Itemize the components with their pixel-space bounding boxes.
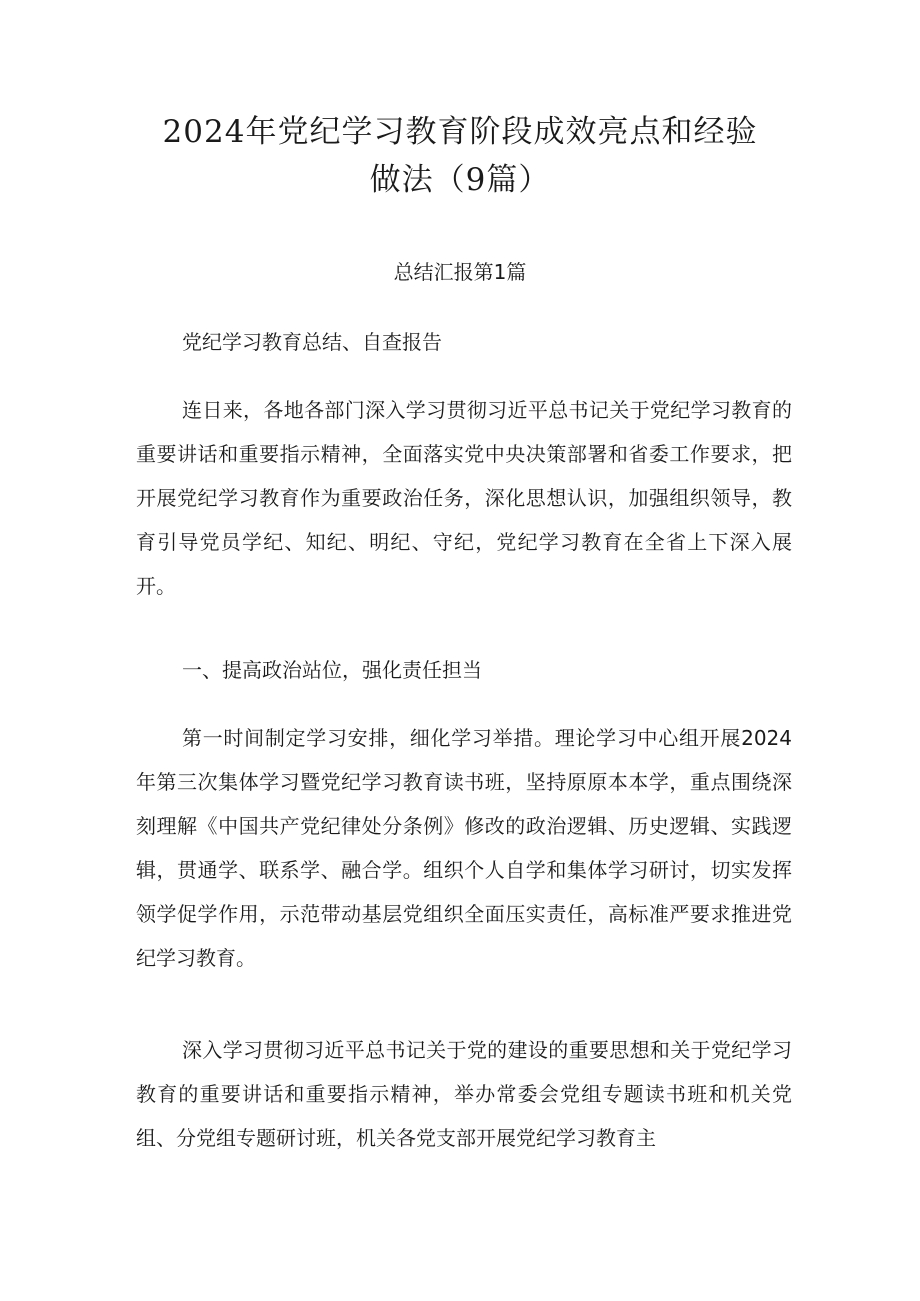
- document-subtitle: 总结汇报第1篇: [393, 260, 527, 284]
- section-heading-1: 一、提高政治站位，强化责任担当: [182, 658, 482, 682]
- title-line-1: 2024年党纪学习教育阶段成效亮点和经验: [162, 114, 758, 150]
- document-title: [0, 108, 920, 204]
- paragraph-section-1a: 第一时间制定学习安排，细化学习举措。理论学习中心组开展2024年第三次集体学习暨党纪学习教育读书班，坚持原原本本学，重点围绕深刻理解《中国共产党纪律处分条例》修改的政治逻辑、历史逻辑、实践逻辑，贯通学、联系学、融合学。组织个人自学和集体学习研讨，切实发挥领学促学作用，示范带动基层党组织全面压实责任，高标准严要求推进党纪学习教育。: [136, 726, 792, 970]
- report-heading: 党纪学习教育总结、自查报告: [182, 330, 442, 354]
- title-line-2: 做法（9篇）: [369, 162, 551, 198]
- paragraph-section-1b: 深入学习贯彻习近平总书记关于党的建设的重要思想和关于党纪学习教育的重要讲话和重要指示精神，举办常委会党组专题读书班和机关党组、分党组专题研讨班，机关各党支部开展党纪学习教育主: [136, 1038, 792, 1150]
- paragraph-intro: 连日来，各地各部门深入学习贯彻习近平总书记关于党纪学习教育的重要讲话和重要指示精神，全面落实党中央决策部署和省委工作要求，把开展党纪学习教育作为重要政治任务，深化思想认识，加强组织领导，教育引导党员学纪、知纪、明纪、守纪，党纪学习教育在全省上下深入展开。: [136, 398, 792, 598]
